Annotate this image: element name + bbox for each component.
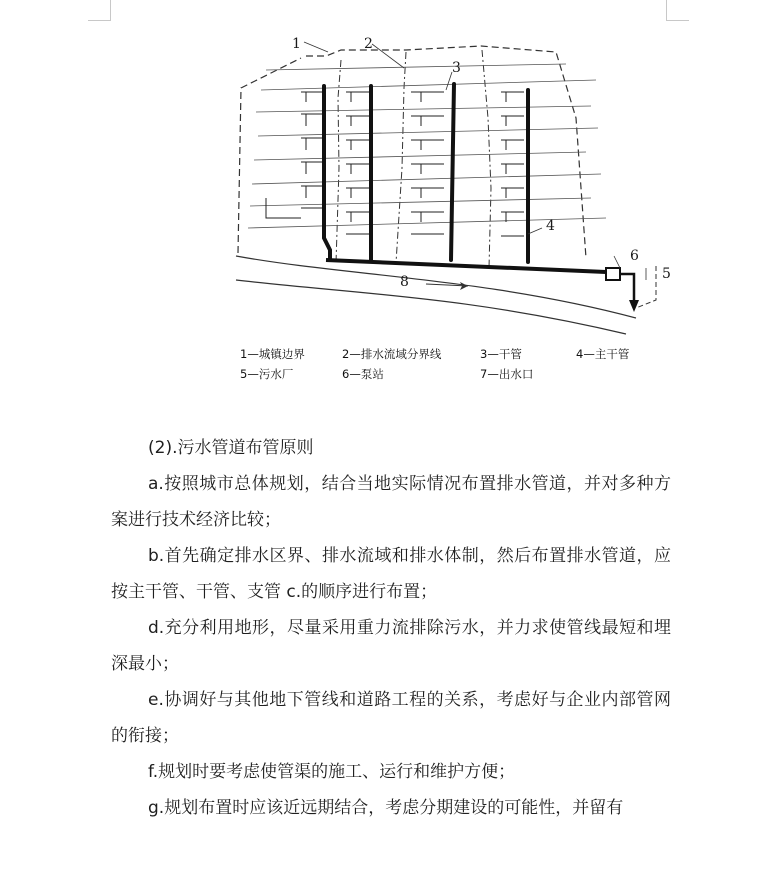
legend-row — [240, 364, 670, 384]
legend-row — [240, 344, 670, 364]
legend-item-city-boundary: 1—城镇边界 — [240, 347, 305, 361]
page-corner-mark-left — [88, 0, 111, 21]
label-river: 8 — [400, 274, 409, 290]
paragraph-d: d.充分利用地形，尽量采用重力流排除污水，并力求使管线最短和埋深最小； — [111, 618, 671, 674]
label-main-pipe: 4 — [546, 218, 555, 234]
legend-item-treatment-plant: 5—污水厂 — [240, 367, 294, 381]
outfall-arrow — [629, 300, 639, 312]
label-city-boundary: 1 — [292, 36, 301, 52]
label-pump-station: 6 — [630, 248, 639, 264]
trunk-mains — [324, 84, 528, 262]
outfall-pipe — [620, 274, 634, 303]
label-trunk-main: 3 — [452, 60, 461, 76]
paragraph-g: g.规划布置时应该近远期结合，考虑分期建设的可能性，并留有 — [148, 798, 624, 818]
diagram-svg — [206, 28, 676, 340]
paragraph-e: e.协调好与其他地下管线和道路工程的关系，考虑好与企业内部管网的衔接； — [111, 690, 671, 746]
label-treatment-plant: 5 — [662, 266, 671, 282]
watershed-boundaries — [336, 50, 491, 268]
page-corner-mark-right — [666, 0, 689, 21]
legend-item-main-pipe: 4—主干管 — [576, 347, 630, 361]
diagram-legend — [240, 344, 670, 384]
legend-item-trunk-main: 3—干管 — [480, 347, 522, 361]
main-interceptor-pipe — [326, 260, 606, 272]
document-body — [111, 430, 671, 826]
legend-item-pump-station: 6—泵站 — [342, 367, 384, 381]
street-lines — [248, 64, 606, 228]
legend-item-watershed-boundary: 2—排水流域分界线 — [342, 347, 442, 361]
paragraph-a: a.按照城市总体规划，结合当地实际情况布置排水管道，并对多种方案进行技术经济比较； — [111, 474, 671, 530]
paragraph-b: b.首先确定排水区界、排水流域和排水体制，然后布置排水管道，应按主干管、干管、支管 c.的顺序进行布置； — [111, 546, 671, 602]
legend-item-outfall: 7—出水口 — [480, 367, 534, 381]
section-heading: (2).污水管道布管原则 — [148, 438, 314, 458]
pump-station — [606, 268, 620, 280]
river-bank-lower — [236, 280, 626, 334]
label-watershed-boundary: 2 — [364, 36, 373, 52]
city-boundary-line — [238, 46, 586, 258]
label-leader-lines — [304, 42, 646, 280]
paragraph-f: f.规划时要考虑使管渠的施工、运行和维护方便； — [148, 762, 516, 782]
branch-pipes — [266, 92, 524, 236]
sewer-layout-diagram — [206, 28, 676, 340]
